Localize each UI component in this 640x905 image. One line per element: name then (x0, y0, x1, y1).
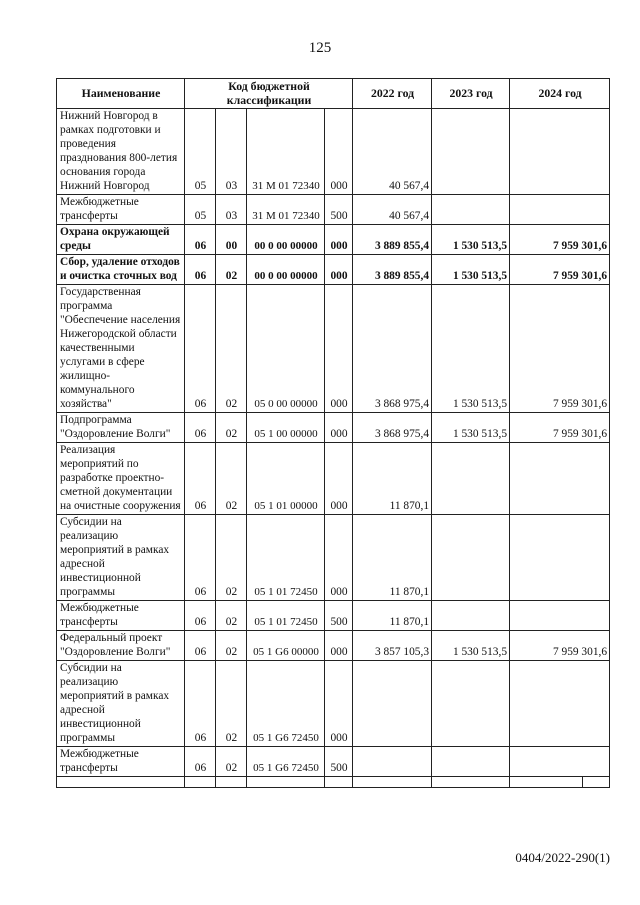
empty-cell (57, 777, 185, 788)
row-value-2023: 1 530 513,5 (432, 285, 510, 413)
row-subsection-code: 02 (216, 285, 247, 413)
row-value-2022 (353, 661, 432, 747)
row-value-2024: 7 959 301,6 (510, 255, 610, 285)
row-section-code: 06 (185, 747, 216, 777)
table-row (57, 413, 610, 443)
document-code: 0404/2022-290(1) (515, 850, 610, 865)
row-section-code: 06 (185, 225, 216, 255)
row-value-2024 (510, 109, 610, 195)
row-value-2024 (510, 661, 610, 747)
row-section-code: 06 (185, 661, 216, 747)
row-value-2024 (510, 443, 610, 515)
row-value-2023 (432, 195, 510, 225)
empty-cell (583, 777, 610, 788)
row-subsection-code: 03 (216, 195, 247, 225)
row-section-code: 05 (185, 109, 216, 195)
row-value-2024 (510, 601, 610, 631)
table-row (57, 747, 610, 777)
row-value-2022: 11 870,1 (353, 515, 432, 601)
row-target-article-code: 05 1 00 00000 (247, 413, 325, 443)
row-name: Нижний Новгород в рамках подготовки и проведения празднования 800-летия основания города Нижний Новгород (57, 109, 185, 195)
row-section-code: 06 (185, 515, 216, 601)
row-target-article-code: 00 0 00 00000 (247, 255, 325, 285)
row-name: Субсидии на реализацию мероприятий в рамках адресной инвестиционной программы (57, 515, 185, 601)
row-name: Субсидии на реализацию мероприятий в рамках адресной инвестиционной программы (57, 661, 185, 747)
table-row (57, 601, 610, 631)
row-subsection-code: 02 (216, 631, 247, 661)
row-value-2023 (432, 443, 510, 515)
empty-cell (510, 777, 583, 788)
table-row (57, 255, 610, 285)
header-row (57, 79, 610, 109)
row-target-article-code: 31 М 01 72340 (247, 195, 325, 225)
row-target-article-code: 05 1 G6 72450 (247, 661, 325, 747)
row-name: Реализация мероприятий по разработке проектно-сметной документации на очистные сооружения (57, 443, 185, 515)
row-subsection-code: 02 (216, 255, 247, 285)
row-subsection-code: 02 (216, 413, 247, 443)
row-section-code: 05 (185, 195, 216, 225)
row-value-2022: 3 889 855,4 (353, 225, 432, 255)
row-expense-type-code: 000 (325, 631, 353, 661)
row-section-code: 06 (185, 255, 216, 285)
row-target-article-code: 05 1 G6 72450 (247, 747, 325, 777)
row-target-article-code: 05 1 01 72450 (247, 601, 325, 631)
header-code: Код бюджетной классификации (185, 79, 353, 109)
row-target-article-code: 05 0 00 00000 (247, 285, 325, 413)
row-value-2022: 40 567,4 (353, 109, 432, 195)
row-value-2022: 3 889 855,4 (353, 255, 432, 285)
row-name: Подпрограмма "Оздоровление Волги" (57, 413, 185, 443)
row-value-2022 (353, 747, 432, 777)
row-value-2022: 11 870,1 (353, 443, 432, 515)
row-value-2023: 1 530 513,5 (432, 631, 510, 661)
row-value-2024: 7 959 301,6 (510, 225, 610, 255)
row-value-2024: 7 959 301,6 (510, 631, 610, 661)
row-value-2023 (432, 601, 510, 631)
row-subsection-code: 02 (216, 747, 247, 777)
page-number: 125 (308, 40, 332, 56)
row-value-2024: 7 959 301,6 (510, 413, 610, 443)
row-value-2023: 1 530 513,5 (432, 413, 510, 443)
row-value-2022: 3 868 975,4 (353, 413, 432, 443)
row-value-2024 (510, 515, 610, 601)
row-value-2023 (432, 747, 510, 777)
budget-table (56, 78, 610, 788)
row-value-2022: 3 857 105,3 (353, 631, 432, 661)
row-value-2024 (510, 195, 610, 225)
table-row (57, 443, 610, 515)
empty-cell (432, 777, 510, 788)
table-row (57, 109, 610, 195)
empty-cell (247, 777, 325, 788)
row-value-2022: 11 870,1 (353, 601, 432, 631)
header-2024: 2024 год (510, 79, 610, 109)
row-value-2023: 1 530 513,5 (432, 255, 510, 285)
row-subsection-code: 02 (216, 443, 247, 515)
row-expense-type-code: 500 (325, 601, 353, 631)
table-row (57, 661, 610, 747)
row-subsection-code: 02 (216, 661, 247, 747)
table-row (57, 225, 610, 255)
row-subsection-code: 03 (216, 109, 247, 195)
row-section-code: 06 (185, 631, 216, 661)
row-name: Государственная программа "Обеспечение населения Нижегородской области качественными услугами в сфере жилищно-коммунального хозяйства" (57, 285, 185, 413)
row-target-article-code: 05 1 01 00000 (247, 443, 325, 515)
row-name: Межбюджетные трансферты (57, 747, 185, 777)
row-subsection-code: 02 (216, 515, 247, 601)
row-expense-type-code: 000 (325, 255, 353, 285)
row-value-2022: 40 567,4 (353, 195, 432, 225)
table-row (57, 515, 610, 601)
row-target-article-code: 05 1 G6 00000 (247, 631, 325, 661)
table-row (57, 285, 610, 413)
row-name: Межбюджетные трансферты (57, 601, 185, 631)
empty-table-row (57, 777, 610, 788)
empty-cell (325, 777, 353, 788)
empty-cell (216, 777, 247, 788)
row-name: Федеральный проект "Оздоровление Волги" (57, 631, 185, 661)
row-section-code: 06 (185, 285, 216, 413)
empty-cell (353, 777, 432, 788)
row-expense-type-code: 500 (325, 747, 353, 777)
row-value-2024 (510, 747, 610, 777)
header-name: Наименование (57, 79, 185, 109)
row-section-code: 06 (185, 601, 216, 631)
row-value-2023 (432, 109, 510, 195)
row-subsection-code: 00 (216, 225, 247, 255)
row-name: Межбюджетные трансферты (57, 195, 185, 225)
row-value-2024: 7 959 301,6 (510, 285, 610, 413)
row-target-article-code: 05 1 01 72450 (247, 515, 325, 601)
row-subsection-code: 02 (216, 601, 247, 631)
row-value-2023: 1 530 513,5 (432, 225, 510, 255)
row-expense-type-code: 000 (325, 413, 353, 443)
row-value-2022: 3 868 975,4 (353, 285, 432, 413)
row-section-code: 06 (185, 413, 216, 443)
row-expense-type-code: 000 (325, 443, 353, 515)
row-section-code: 06 (185, 443, 216, 515)
table-row (57, 631, 610, 661)
row-expense-type-code: 000 (325, 661, 353, 747)
row-expense-type-code: 000 (325, 225, 353, 255)
row-target-article-code: 00 0 00 00000 (247, 225, 325, 255)
row-target-article-code: 31 М 01 72340 (247, 109, 325, 195)
header-2023: 2023 год (432, 79, 510, 109)
row-expense-type-code: 000 (325, 109, 353, 195)
row-expense-type-code: 500 (325, 195, 353, 225)
row-value-2023 (432, 661, 510, 747)
row-expense-type-code: 000 (325, 515, 353, 601)
row-name: Сбор, удаление отходов и очистка сточных вод (57, 255, 185, 285)
row-expense-type-code: 000 (325, 285, 353, 413)
header-2022: 2022 год (353, 79, 432, 109)
row-value-2023 (432, 515, 510, 601)
empty-cell (185, 777, 216, 788)
row-name: Охрана окружающей среды (57, 225, 185, 255)
table-row (57, 195, 610, 225)
